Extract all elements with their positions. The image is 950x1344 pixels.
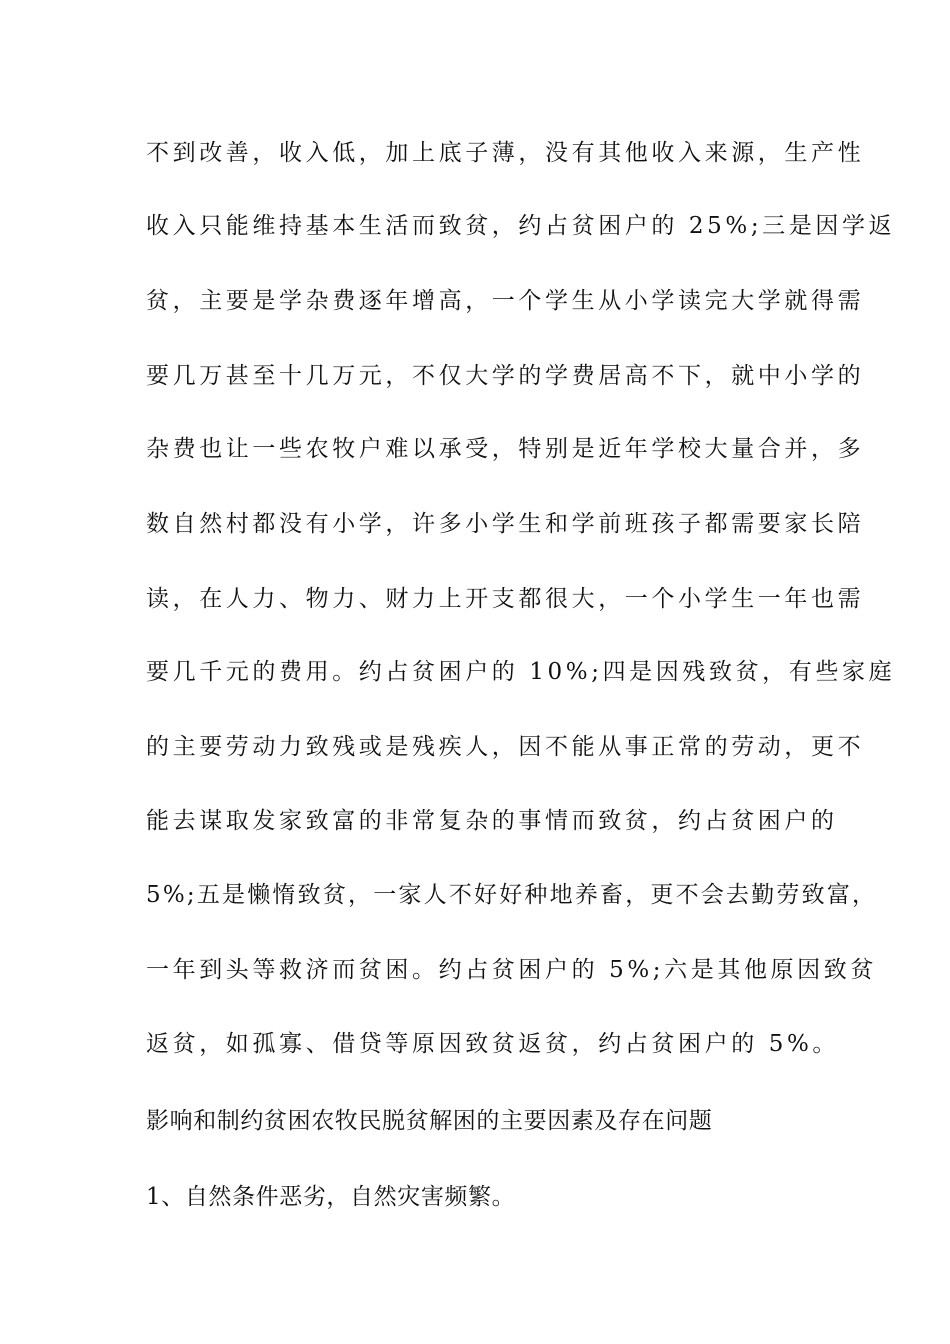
paragraph-line: 要几千元的费用。约占贫困户的 10%;四是因残致贫，有些家庭	[146, 659, 896, 685]
list-item-1: 1、自然条件恶劣，自然灾害频繁。	[146, 1184, 516, 1210]
paragraph-line: 的主要劳动力致残或是残疾人，因不能从事正常的劳动，更不	[146, 734, 865, 760]
paragraph-line: 数自然村都没有小学，许多小学生和学前班孩子都需要家长陪	[146, 511, 865, 537]
paragraph-line: 不到改善，收入低，加上底子薄，没有其他收入来源，生产性	[146, 140, 865, 166]
paragraph-line: 杂费也让一些农牧户难以承受，特别是近年学校大量合并，多	[146, 436, 865, 462]
paragraph-line: 5%;五是懒惰致贫，一家人不好好种地养畜，更不会去勤劳致富，	[146, 882, 878, 908]
paragraph-line: 读，在人力、物力、财力上开支都很大，一个小学生一年也需	[146, 586, 865, 612]
paragraph-line: 贫，主要是学杂费逐年增高，一个学生从小学读完大学就得需	[146, 288, 865, 314]
paragraph-line: 一年到头等救济而贫困。约占贫困户的 5%;六是其他原因致贫	[146, 957, 877, 983]
paragraph-line: 返贫，如孤寡、借贷等原因致贫返贫，约占贫困户的 5%。	[146, 1031, 839, 1057]
paragraph-line: 能去谋取发家致富的非常复杂的事情而致贫，约占贫困户的	[146, 808, 838, 834]
paragraph-line: 收入只能维持基本生活而致贫，约占贫困户的 25%;三是因学返	[146, 213, 896, 239]
paragraph-line: 要几万甚至十几万元，不仅大学的学费居高不下，就中小学的	[146, 363, 865, 389]
section-heading: 影响和制约贫困农牧民脱贫解困的主要因素及存在问题	[146, 1108, 713, 1134]
